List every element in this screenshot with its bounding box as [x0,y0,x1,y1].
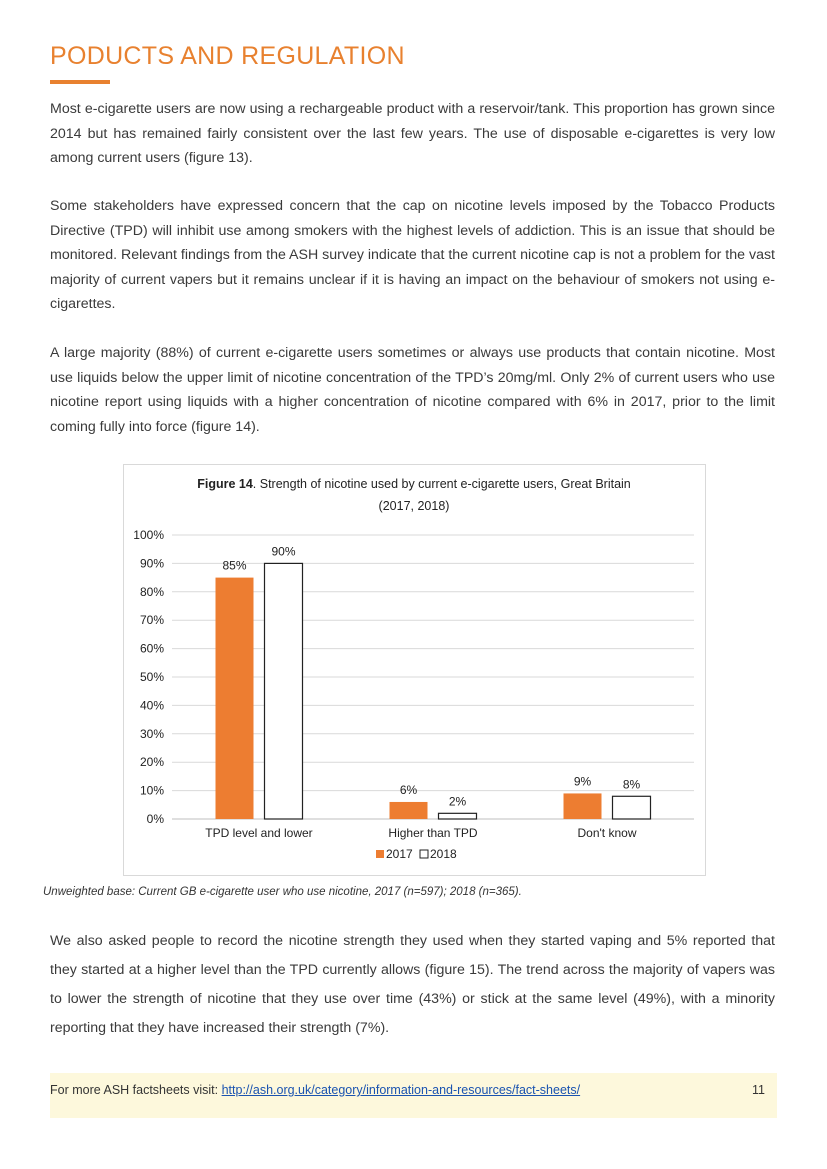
factsheets-link[interactable]: http://ash.org.uk/category/information-and-resources/fact-sheets/ [221,1083,581,1097]
legend-swatch-2018 [420,850,428,858]
bar-2018-1 [439,813,477,819]
paragraph-4: We also asked people to record the nicotine strength they used when they started vaping and 5% reported that they started at a higher level than the TPD currently allows (figure 15). The trend across the majority of vapers was to lower the strength of nicotine that they use over time (43%) or stick at the same level (49%), with a minority reporting that they have increased their strength (7%). [50,933,775,1036]
bar-2018-0 [265,563,303,819]
figure-14-chart [123,464,706,876]
paragraph-2: Some stakeholders have expressed concern that the cap on nicotine levels imposed by the Tobacco Products Directive (TPD) will inhibit use among smokers with the highest levels of addiction. This is an issue that should be monitored. Relevant findings from the ASH survey indicate that the current nicotine cap is not a problem for the vast majority of current vapers but it remains unclear if it is having an impact on the behaviour of smokers not using e-cigarettes. [50,198,775,313]
y-tick-label: 30% [139,726,164,741]
bar-2018-2 [613,796,651,819]
y-tick-label: 70% [139,613,164,628]
bar-2017-1 [390,802,428,819]
y-tick-label: 10% [139,783,164,798]
figure-caption: Unweighted base: Current GB e-cigarette user who use nicotine, 2017 (n=597); 2018 (n=365). [43,886,522,898]
y-tick-label: 90% [139,556,164,571]
category-label: Don't know [577,826,637,840]
y-tick-label: 0% [146,812,164,826]
bar-data-label: 2% [448,794,467,809]
figure-label: Figure 14 [197,477,253,491]
footer-prefix: For more ASH factsheets visit: [50,1083,222,1097]
y-tick-label: 40% [139,698,164,713]
bar-chart-svg [124,465,705,875]
category-label: TPD level and lower [205,826,313,840]
figure-title-text: . Strength of nicotine used by current e-cigarette users, Great Britain (2017, 2018) [252,477,631,513]
y-tick-label: 60% [139,641,164,656]
y-tick-label: 20% [139,755,164,770]
page-title: PODUCTS AND REGULATION [50,42,405,70]
title-underline [50,80,110,84]
bar-data-label: 8% [622,777,641,792]
footer-bar [50,1073,777,1118]
bar-data-label: 9% [573,774,592,789]
y-tick-label: 80% [139,584,164,599]
bar-data-label: 85% [222,558,247,573]
y-tick-label: 50% [139,670,164,684]
y-tick-label: 100% [133,528,164,542]
legend-label: 2017 [386,847,413,861]
bar-2017-2 [564,793,602,819]
bar-data-label: 90% [271,544,296,559]
legend-swatch-2017 [376,850,384,858]
paragraph-1: Most e-cigarette users are now using a rechargeable product with a reservoir/tank. This proportion has grown since 2014 but has remained fairly consistent over the last few years. The use of disposable e-cigarettes is very low among current users (figure 13). [50,101,775,167]
page-number: 11 [752,1083,765,1097]
bar-2017-0 [216,578,254,819]
bar-data-label: 6% [399,782,418,797]
footer-text [50,1083,580,1097]
category-label: Higher than TPD [388,826,478,840]
paragraph-3: A large majority (88%) of current e-cigarette users sometimes or always use products that contain nicotine. Most use liquids below the upper limit of nicotine concentration of the TPD’s 20mg/ml. Only 2% of current users who use nicotine report using liquids with a higher concentration of nicotine compared with 6% in 2017, prior to the limit coming fully into force (figure 14). [50,345,775,435]
legend-label: 2018 [430,847,457,861]
